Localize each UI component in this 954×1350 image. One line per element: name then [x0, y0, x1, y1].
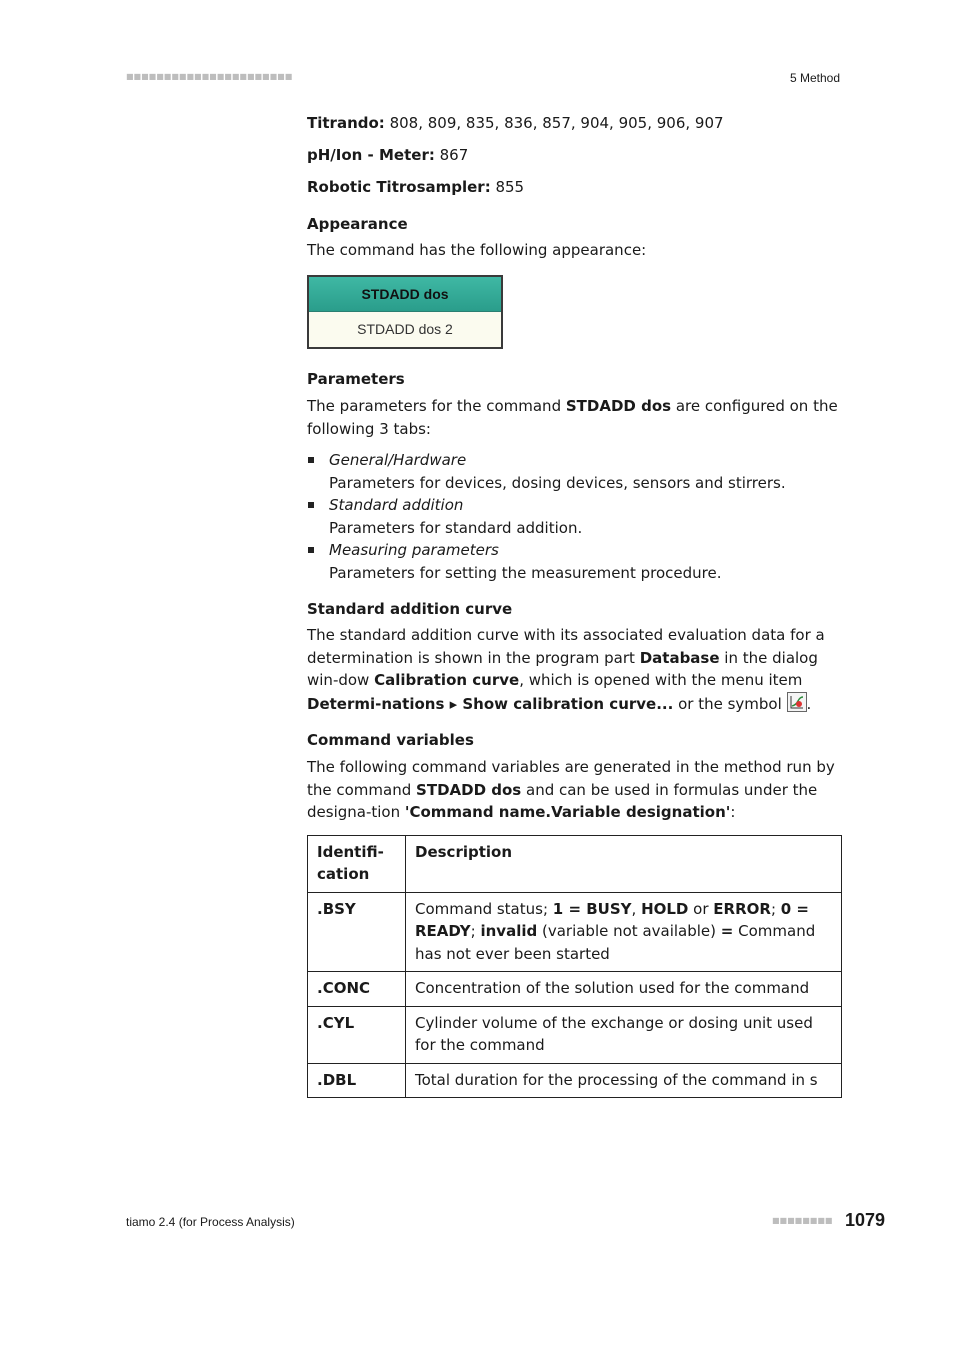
variable-id: .BSY [308, 892, 406, 972]
table-row [308, 1006, 842, 1063]
column-header-identification: Identifi-cation [308, 835, 406, 892]
variable-id: .DBL [308, 1063, 406, 1098]
variable-id: .CONC [308, 972, 406, 1007]
list-item: General/Hardware Parameters for devices, dosing devices, sensors and stirrers. [307, 449, 841, 494]
variable-description: Command status; 1 = BUSY, HOLD or ERROR; 0 = READY; invalid (variable not available) = Command has not ever been started [406, 892, 842, 972]
table-header-row [308, 835, 842, 892]
header-section-title: 5 Method [789, 71, 840, 85]
command-box-name: STDADD dos 2 [309, 312, 501, 347]
variable-description: Concentration of the solution used for the command [406, 972, 842, 1007]
tabs-list [307, 449, 841, 584]
variables-text: The following command variables are generated in the method run by the command STDADD dos and can be used in formulas under the designa-tion 'Command name.Variable designation': [307, 758, 835, 821]
list-item: Standard addition Parameters for standard addition. [307, 494, 841, 539]
page-number: 1079 [845, 1210, 886, 1230]
parameters-heading: Parameters [307, 370, 405, 388]
variable-description: Cylinder volume of the exchange or dosing unit used for the command [406, 1006, 842, 1063]
curve-heading: Standard addition curve [307, 600, 513, 618]
variables-table [307, 835, 842, 1099]
table-row [308, 1063, 842, 1098]
appearance-text: The command has the following appearance: [307, 240, 647, 259]
device-ph-ion-meter: pH/Ion - Meter: 867 [307, 146, 469, 164]
parameters-text: The parameters for the command STDADD dos are configured on the following 3 tabs: [307, 397, 838, 438]
list-item: Measuring parameters Parameters for setting the measurement procedure. [307, 539, 841, 584]
curve-text: The standard addition curve with its associated evaluation data for a determination is shown in the program part Database in the dialog win-dow Calibration curve, which is opened with the menu item Determi-nations ▸ Show calibration curve... or the symbol . [307, 626, 825, 713]
footer-decoration: ■■■■■■■■ [772, 1216, 833, 1225]
header-decoration: ■■■■■■■■■■■■■■■■■■■■■■ [126, 72, 293, 81]
device-titrando: Titrando: 808, 809, 835, 836, 857, 904, 905, 906, 907 [307, 114, 724, 132]
variable-description: Total duration for the processing of the command in s [406, 1063, 842, 1098]
command-box [307, 275, 503, 349]
calibration-curve-icon [787, 692, 807, 712]
variables-heading: Command variables [307, 731, 474, 749]
command-box-title: STDADD dos [309, 277, 501, 312]
device-robotic-titrosampler: Robotic Titrosampler: 855 [307, 178, 525, 196]
table-row [308, 892, 842, 972]
page-content [307, 112, 841, 1098]
column-header-description: Description [406, 835, 842, 892]
table-row [308, 972, 842, 1007]
variable-id: .CYL [308, 1006, 406, 1063]
appearance-heading: Appearance [307, 214, 408, 233]
footer-product: tiamo 2.4 (for Process Analysis) [126, 1215, 295, 1229]
